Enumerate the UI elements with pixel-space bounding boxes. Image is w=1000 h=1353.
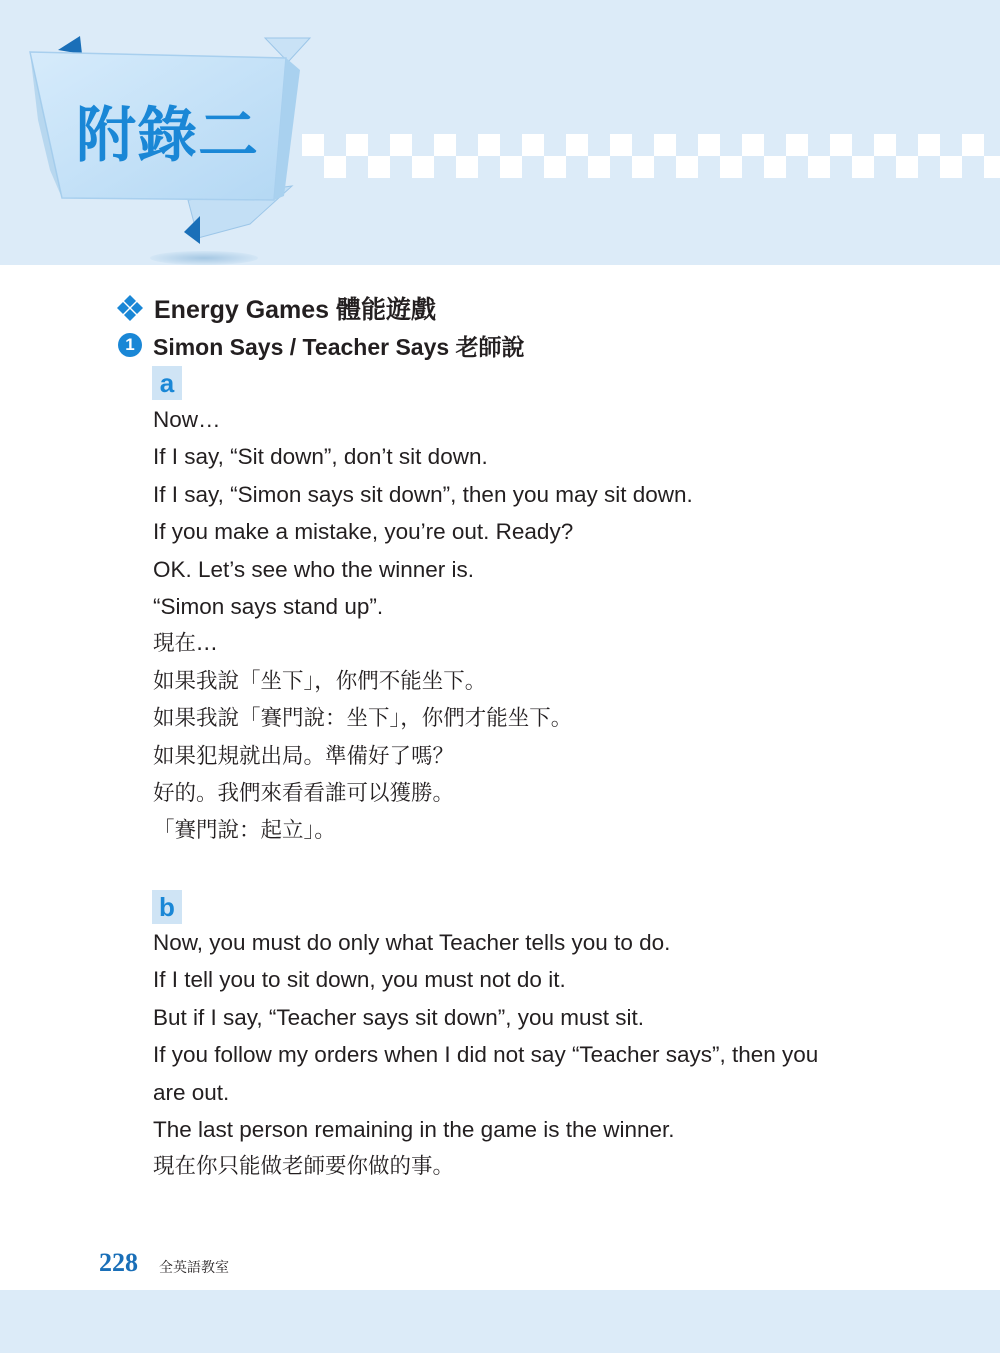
- banner-shadow: [150, 251, 258, 265]
- checker-square: [390, 134, 412, 156]
- part-a-text: [153, 401, 693, 850]
- checker-square: [478, 134, 500, 156]
- item-number-badge: 1: [118, 333, 142, 357]
- checker-square: [742, 134, 764, 156]
- item-heading: [118, 330, 525, 360]
- checker-square: [698, 134, 720, 156]
- checker-square: [456, 156, 478, 178]
- checker-square: [434, 134, 456, 156]
- checker-square: [346, 134, 368, 156]
- checker-square: [588, 156, 610, 178]
- part-b-line: But if I say, “Teacher says sit down”, you must sit.: [153, 1004, 645, 1030]
- appendix-title: 附錄二: [76, 101, 259, 171]
- part-a-line: 如果我說「賽門說：坐下」，你們才能坐下。: [153, 706, 573, 732]
- checker-square: [918, 134, 940, 156]
- part-b-text: [153, 924, 818, 1186]
- checker-square: [566, 134, 588, 156]
- checker-square: [544, 156, 566, 178]
- checker-square: [654, 134, 676, 156]
- part-b-line: The last person remaining in the game is the winner.: [153, 1116, 675, 1142]
- checker-square: [940, 156, 962, 178]
- part-a-line: Now…: [153, 407, 221, 432]
- checker-square: [764, 156, 786, 178]
- part-a-line: 現在…: [153, 631, 218, 657]
- section-heading: [116, 290, 436, 326]
- checker-square: [896, 156, 918, 178]
- part-b-line: are out.: [153, 1079, 230, 1105]
- part-b-line: If you follow my orders when I did not say “Teacher says”, then you: [153, 1042, 819, 1068]
- part-b-line: Now, you must do only what Teacher tells you to do.: [153, 930, 671, 955]
- item-title: Simon Says / Teacher Says 老師說: [153, 333, 525, 360]
- checker-square: [984, 156, 1000, 178]
- checker-square: [412, 156, 434, 178]
- checker-square: [830, 134, 852, 156]
- part-a-line: If I say, “Sit down”, don’t sit down.: [153, 444, 488, 470]
- page-number: 228: [99, 1248, 138, 1277]
- checker-square: [500, 156, 522, 178]
- part-a-line: If I say, “Simon says sit down”, then you may sit down.: [153, 481, 693, 507]
- checker-square: [522, 134, 544, 156]
- checker-square: [368, 156, 390, 178]
- part-a-line: 「賽門說：起立」。: [153, 818, 336, 844]
- part-a-line: 如果犯規就出局。準備好了嗎？: [153, 743, 455, 769]
- four-diamond-icon: [116, 294, 144, 322]
- part-b-label: b: [152, 890, 182, 924]
- part-a-line: OK. Let’s see who the winner is.: [153, 556, 474, 582]
- checker-square: [720, 156, 742, 178]
- checker-square: [632, 156, 654, 178]
- checker-square: [808, 156, 830, 178]
- part-a-line: 如果我說「坐下」，你們不能坐下。: [153, 668, 487, 694]
- checker-square: [676, 156, 698, 178]
- part-a-line: “Simon says stand up”.: [153, 593, 384, 619]
- checker-square: [874, 134, 896, 156]
- book-title: 全英語教室: [159, 1260, 229, 1276]
- part-a-line: 好的。我們來看看誰可以獲勝。: [153, 780, 455, 806]
- part-b-line: If I tell you to sit down, you must not do it.: [153, 967, 566, 993]
- part-b-line: 現在你只能做老師要你做的事。: [153, 1154, 455, 1180]
- footer-band: [0, 1290, 1000, 1353]
- part-a-line: If you make a mistake, you’re out. Ready?: [153, 519, 574, 545]
- checker-square: [852, 156, 874, 178]
- part-a-label: a: [152, 366, 182, 400]
- checker-square: [610, 134, 632, 156]
- checker-square: [962, 134, 984, 156]
- checker-square: [786, 134, 808, 156]
- section-title: Energy Games 體能遊戲: [154, 296, 437, 324]
